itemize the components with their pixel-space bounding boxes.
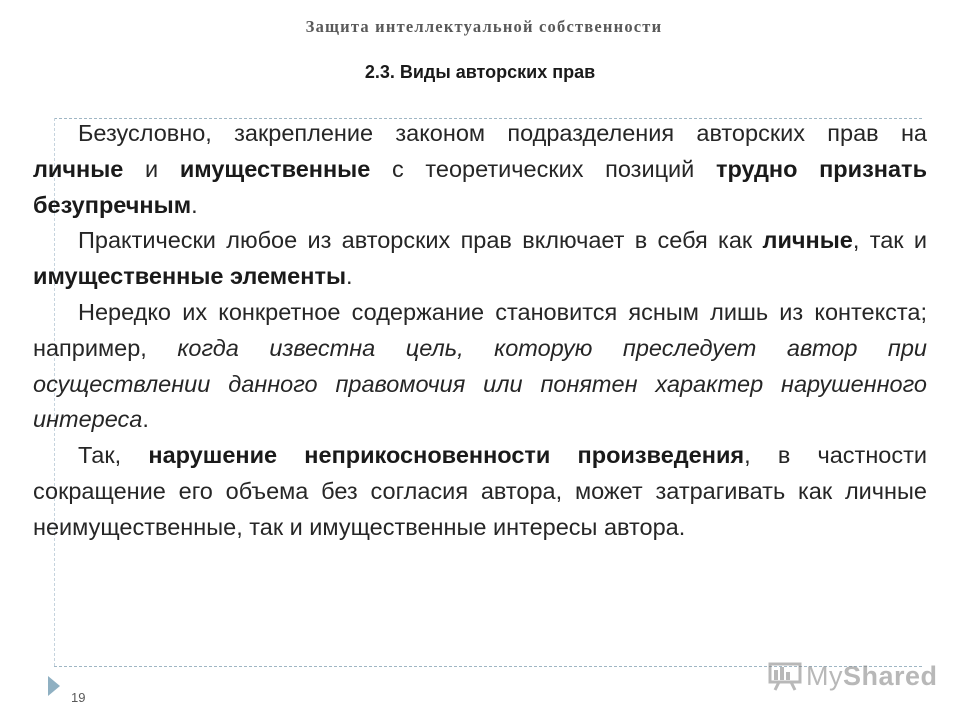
- watermark: [768, 658, 938, 694]
- paragraph-1-text: Безусловно, закрепление законом подразделения авторских прав на: [78, 120, 927, 146]
- paragraph-2-bold-elements: имущественные элементы: [33, 263, 347, 290]
- paragraph-3-italic-example: когда известна цель, которую преследует автор при осуществлении данного правомочия или понятен характер нарушенного интереса: [33, 334, 927, 433]
- paragraph-1-bold-conclusion: трудно признать безупречным: [33, 155, 928, 218]
- paragraph-1: [33, 116, 927, 223]
- paragraph-1-bold-personal: личные: [33, 155, 124, 182]
- header-title: Защита интеллектуальной собственности: [305, 17, 663, 36]
- paragraph-2-text: , так и: [852, 227, 927, 254]
- paragraph-2-text: Практически любое из авторских прав включает в себя как: [78, 227, 763, 254]
- paragraph-2-text: .: [346, 263, 353, 290]
- watermark-text-bold: Shared: [843, 660, 938, 691]
- triangle-bullet-icon: [48, 676, 60, 696]
- paragraph-4-text: , в частности сокращение его объема без согласия автора, может затрагивать как личные неимущественные, так и имущественные интересы автора.: [33, 442, 928, 540]
- paragraph-1-text: .: [191, 191, 198, 218]
- page-number: 19: [71, 690, 86, 705]
- section-title: 2.3. Виды авторских прав: [364, 62, 596, 82]
- watermark-text-light: My: [806, 660, 843, 691]
- paragraph-4: [33, 438, 927, 545]
- paragraph-4-text: Так,: [78, 442, 149, 469]
- presentation-board-icon: [768, 661, 802, 691]
- paragraph-3: [33, 295, 927, 438]
- watermark-text: [806, 661, 938, 692]
- body-text: [33, 116, 927, 546]
- paragraph-2-bold-personal: личные: [762, 227, 853, 254]
- paragraph-4-bold-violation: нарушение неприкосновенности произведения: [148, 442, 745, 469]
- paragraph-3-text: .: [142, 406, 149, 433]
- paragraph-1-text: и: [123, 155, 180, 182]
- paragraph-2: [33, 223, 927, 295]
- paragraph-1-bold-property: имущественные: [179, 155, 371, 182]
- paragraph-1-text: с теоретических позиций: [370, 155, 716, 182]
- paragraph-3-text: Нередко их конкретное содержание становится ясным лишь из контекста; например,: [33, 298, 927, 361]
